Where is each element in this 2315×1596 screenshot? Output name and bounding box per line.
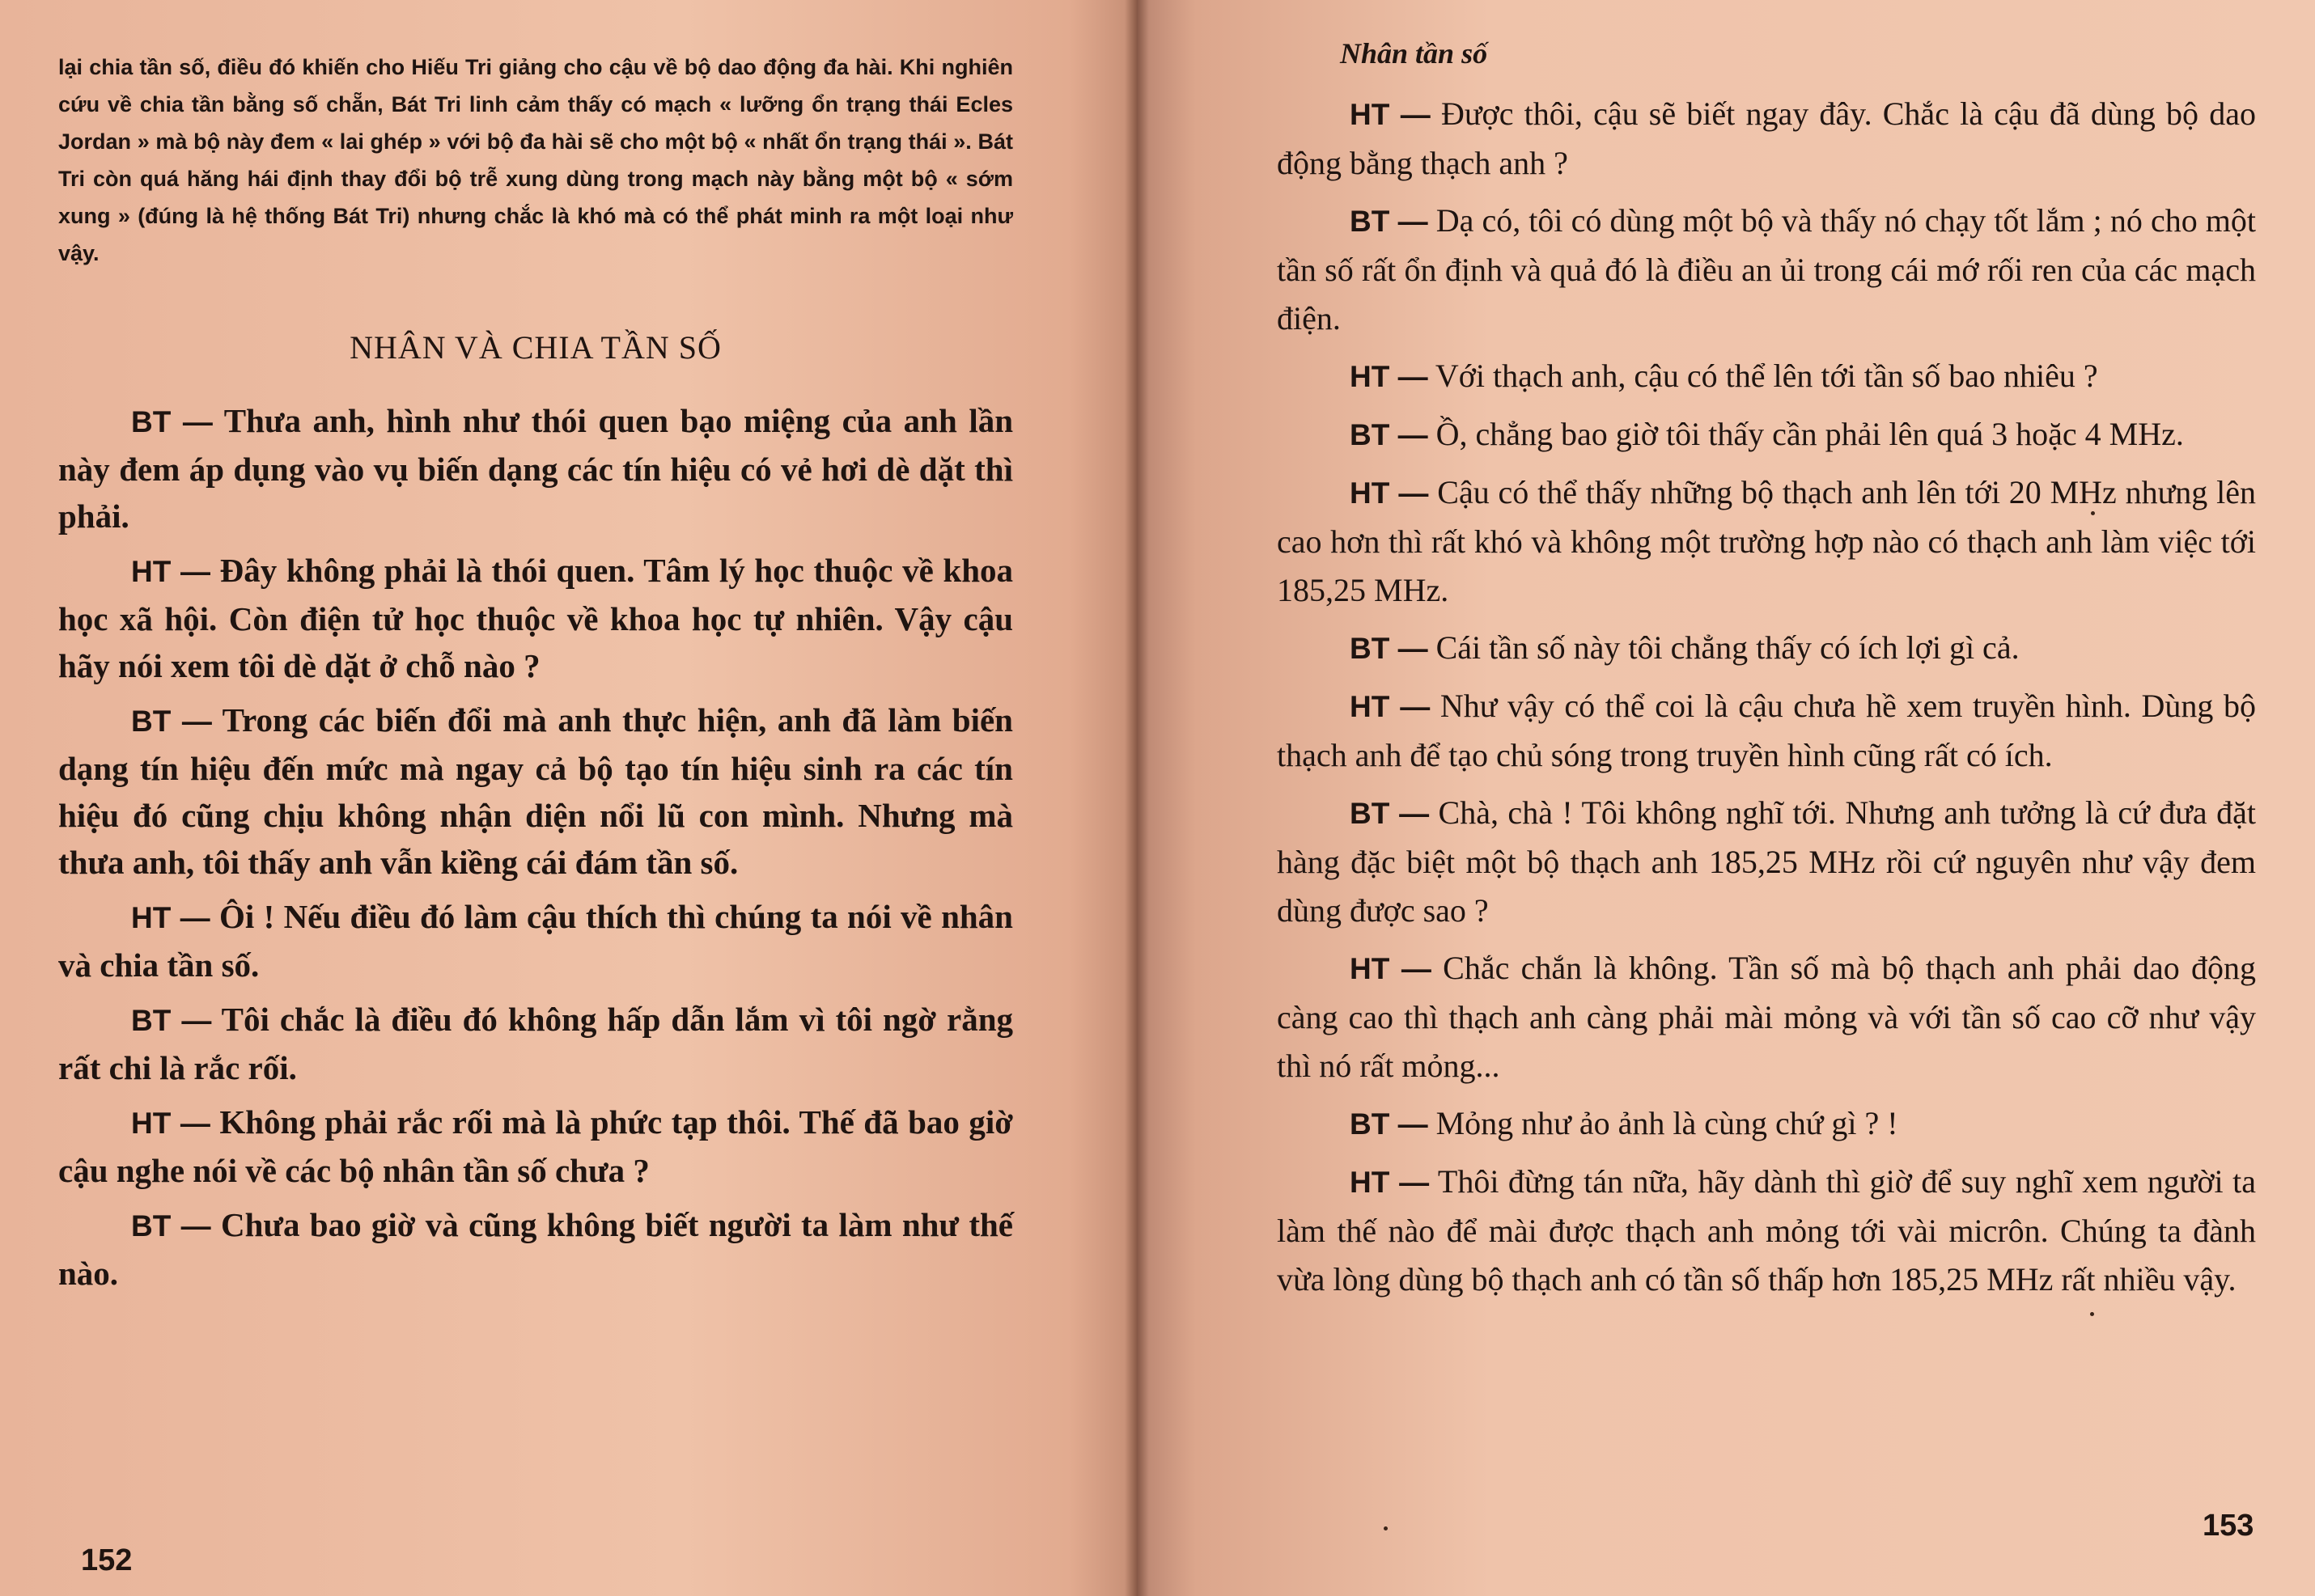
page-number-left: 152 xyxy=(81,1543,133,1577)
print-speck xyxy=(1384,1526,1388,1530)
dialogue-paragraph xyxy=(1277,90,2256,188)
dialogue-paragraph xyxy=(58,547,1013,689)
dialogue-text: Ôi ! Nếu điều đó làm cậu thích thì chúng ta nói về nhân và chia tần số. xyxy=(58,898,1013,984)
right-page-content xyxy=(1277,36,2256,1313)
dialogue-text: Dạ có, tôi có dùng một bộ và thấy nó chạy tốt lắm ; nó cho một tần số rất ổn định và quả đó là điều an ủi trong cái mớ rối ren của các mạch điện. xyxy=(1277,202,2257,337)
dialogue-text: Trong các biến đổi mà anh thực hiện, anh đã làm biến dạng tín hiệu đến mức mà ngay cả bộ tạo tín hiệu sinh ra các tín hiệu đó cũng chịu không nhận diện nổi lũ con mình. Nhưng mà thưa anh, tôi thấy anh vẫn kiềng cái đám tần số. xyxy=(58,701,1013,881)
dialogue-text: Như vậy có thể coi là cậu chưa hề xem truyền hình. Dùng bộ thạch anh để tạo chủ sóng trong truyền hình cũng rất có ích. xyxy=(1277,688,2256,773)
left-page-content xyxy=(58,49,1013,1304)
dialogue-paragraph xyxy=(1277,682,2256,780)
dialogue-text: Không phải rắc rối mà là phức tạp thôi. Thế đã bao giờ cậu nghe nói về các bộ nhân tần số chưa ? xyxy=(58,1103,1013,1189)
dialogue-paragraph xyxy=(1277,197,2256,343)
speaker-label: BT — xyxy=(131,1004,212,1037)
speaker-label: HT — xyxy=(1350,952,1431,985)
chapter-summary-note: lại chia tần số, điều đó khiến cho Hiếu Tri giảng cho cậu về bộ dao động đa hài. Khi nghiên cứu về chia tần bằng số chẵn, Bát Tri linh cảm thấy có mạch « lưỡng ổn trạng thái Ecles Jordan » mà bộ này đem « lai ghép » với bộ đa hài sẽ cho một bộ « nhất ổn trạng thái ». Bát Tri còn quá hăng hái định thay đổi bộ trễ xung dùng trong mạch này bằng một bộ « sớm xung » (đúng là hệ thống Bát Tri) nhưng chắc là khó mà có thể phát minh ra một loại như vậy. xyxy=(58,55,1013,265)
dialogue-paragraph xyxy=(1277,1099,2256,1149)
dialogue-paragraph xyxy=(58,996,1013,1091)
speaker-label: HT — xyxy=(1350,476,1429,510)
speaker-label: BT — xyxy=(131,705,212,738)
print-speck xyxy=(2091,511,2095,515)
speaker-label: BT — xyxy=(1350,418,1428,451)
speaker-label: HT — xyxy=(1350,1166,1430,1199)
dialogue-paragraph xyxy=(58,893,1013,989)
dialogue-paragraph xyxy=(1277,468,2256,615)
dialogue-text: Chà, chà ! Tôi không nghĩ tới. Nhưng anh tưởng là cứ đưa đặt hàng đặc biệt một bộ thạch anh 185,25 MHz rồi cứ nguyên như vậy đem dùng được sao ? xyxy=(1277,794,2256,929)
dialogue-paragraph xyxy=(58,1099,1013,1194)
page-number-right: 153 xyxy=(2203,1509,2254,1543)
speaker-label: HT — xyxy=(1350,690,1431,723)
dialogue-text: Được thôi, cậu sẽ biết ngay đây. Chắc là cậu đã dùng bộ dao động bằng thạch anh ? xyxy=(1277,95,2256,181)
print-speck xyxy=(2090,1312,2094,1316)
dialogue-paragraph xyxy=(1277,624,2256,673)
dialogue-text: Mỏng như ảo ảnh là cùng chứ gì ? ! xyxy=(1427,1105,1898,1141)
dialogue-paragraph xyxy=(1277,944,2256,1090)
dialogue-text: Thôi đừng tán nữa, hãy dành thì giờ để suy nghĩ xem người ta làm thế nào để mài được thạch anh mỏng tới vài micrôn. Chúng ta đành vừa lòng dùng bộ thạch anh có tần số thấp hơn 185,25 MHz rất nhiều vậy. xyxy=(1277,1163,2256,1298)
dialogue-text: Tôi chắc là điều đó không hấp dẫn lắm vì tôi ngờ rằng rất chi là rắc rối. xyxy=(58,1001,1013,1086)
speaker-label: HT — xyxy=(1350,360,1428,393)
dialogue-paragraph xyxy=(58,397,1013,540)
speaker-label: HT — xyxy=(131,555,210,588)
dialogue-text: Ồ, chẳng bao giờ tôi thấy cần phải lên quá 3 hoặc 4 MHz. xyxy=(1427,416,2184,452)
dialogue-text: Với thạch anh, cậu có thể lên tới tần số bao nhiêu ? xyxy=(1427,358,2098,394)
dialogue-text: Chưa bao giờ và cũng không biết người ta làm như thế nào. xyxy=(58,1206,1013,1292)
dialogue-paragraph xyxy=(58,1201,1013,1297)
dialogue-text: Thưa anh, hình như thói quen bạo miệng của anh lần này đem áp dụng vào vụ biến dạng các tín hiệu có vẻ hơi dè dặt thì phải. xyxy=(58,402,1014,535)
dialogue-paragraph xyxy=(1277,1158,2256,1304)
dialogue-paragraph xyxy=(1277,352,2256,401)
speaker-label: BT — xyxy=(131,405,213,438)
book-spine xyxy=(1125,0,1149,1596)
speaker-label: BT — xyxy=(1350,632,1428,665)
speaker-label: BT — xyxy=(1350,205,1428,238)
dialogue-text: Cái tần số này tôi chẳng thấy có ích lợi gì cả. xyxy=(1427,629,2020,666)
running-head: Nhân tần số xyxy=(1340,37,1488,70)
dialogue-text: Chắc chắn là không. Tần số mà bộ thạch anh phải dao động càng cao thì thạch anh càng phải mài mỏng và với tần số cao cỡ như vậy thì nó rất mỏng... xyxy=(1277,950,2256,1084)
speaker-label: BT — xyxy=(131,1209,211,1243)
dialogue-paragraph xyxy=(1277,410,2256,459)
speaker-label: BT — xyxy=(1350,797,1430,830)
speaker-label: HT — xyxy=(131,901,210,934)
section-title: NHÂN VÀ CHIA TẦN SỐ xyxy=(350,329,722,366)
speaker-label: HT — xyxy=(131,1107,210,1140)
speaker-label: BT — xyxy=(1350,1107,1428,1141)
dialogue-paragraph xyxy=(58,696,1013,886)
speaker-label: HT — xyxy=(1350,98,1431,131)
dialogue-text: Cậu có thể thấy những bộ thạch anh lên tới 20 MHz nhưng lên cao hơn thì rất khó và không một trường hợp nào có thạch anh làm việc tới 185,25 MHz. xyxy=(1277,474,2256,608)
dialogue-paragraph xyxy=(1277,789,2256,935)
dialogue-text: Đây không phải là thói quen. Tâm lý học thuộc về khoa học xã hội. Còn điện tử học thuộc về khoa học tự nhiên. Vậy cậu hãy nói xem tôi dè dặt ở chỗ nào ? xyxy=(58,552,1013,684)
